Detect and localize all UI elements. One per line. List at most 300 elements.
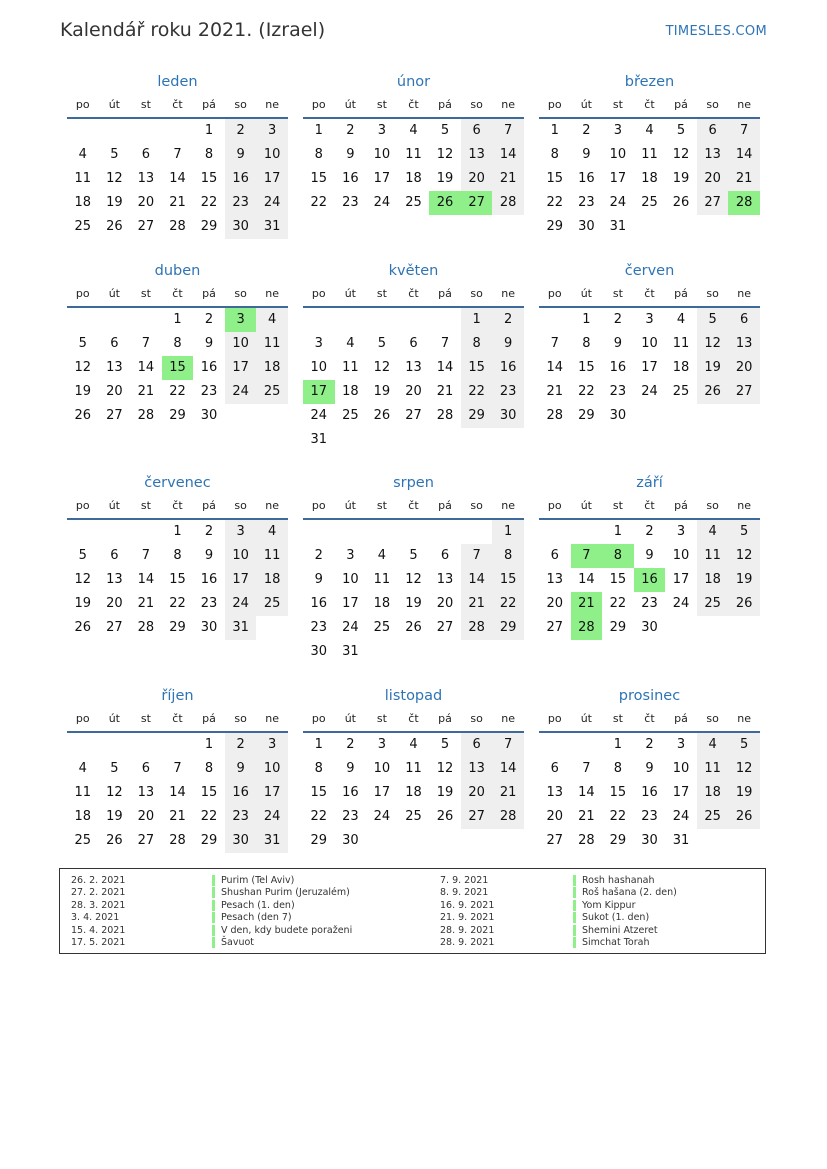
holiday-date: 15. 4. 2021 [71, 924, 126, 936]
holiday-day-cell: 27 [461, 191, 493, 215]
empty-cell [162, 119, 194, 143]
weekday-label: st [140, 712, 151, 725]
day-cell: 3 [676, 737, 686, 752]
day-cell: 15 [169, 572, 186, 587]
weekday-label: ne [265, 712, 280, 725]
weekday-label: st [376, 287, 387, 300]
day-cell: 21 [461, 592, 493, 616]
day-cell: 13 [106, 572, 123, 587]
holiday-day-cell: 7 [571, 544, 603, 568]
day-cell: 5 [409, 548, 418, 563]
day-cell: 25 [405, 809, 422, 824]
weekday-label: út [344, 98, 356, 111]
weekday-label: so [470, 712, 483, 725]
day-cell: 26 [405, 620, 422, 635]
day-cell: 12 [373, 360, 391, 375]
empty-cell [571, 520, 603, 544]
day-cell: 11 [672, 336, 690, 351]
weekday-label: pá [438, 499, 452, 512]
day-cell: 2 [645, 737, 654, 752]
day-grid [67, 119, 288, 239]
day-cell: 23 [342, 809, 359, 824]
day-cell: 20 [106, 384, 123, 399]
day-cell: 19 [728, 568, 760, 592]
day-cell: 24 [256, 805, 288, 829]
day-cell: 4 [697, 520, 729, 544]
day-cell: 21 [436, 384, 454, 399]
day-cell: 21 [492, 167, 524, 191]
day-cell: 13 [728, 332, 760, 356]
day-cell: 17 [672, 785, 690, 800]
month-block [67, 473, 288, 640]
day-cell: 19 [74, 384, 92, 399]
weekday-label: ne [501, 712, 516, 725]
day-cell: 14 [461, 568, 493, 592]
day-cell: 26 [672, 195, 690, 210]
holiday-name: Pesach (1. den) [212, 900, 295, 911]
day-cell: 27 [137, 219, 155, 234]
day-cell: 9 [645, 761, 654, 776]
weekday-header [539, 282, 760, 308]
day-cell: 18 [74, 195, 92, 210]
holiday-day-cell: 28 [571, 616, 603, 640]
day-cell: 8 [204, 147, 214, 162]
day-cell: 23 [200, 596, 218, 611]
weekday-label: so [706, 287, 719, 300]
day-cell: 12 [405, 572, 422, 587]
day-cell: 18 [641, 171, 658, 186]
weekday-label: so [234, 499, 247, 512]
day-cell: 13 [436, 572, 454, 587]
day-cell: 22 [609, 809, 627, 824]
day-cell: 10 [256, 757, 288, 781]
day-cell: 4 [78, 761, 87, 776]
day-cell: 28 [137, 408, 155, 423]
day-cell: 11 [405, 147, 422, 162]
month-name: září [636, 475, 663, 491]
day-cell: 5 [728, 520, 760, 544]
weekday-header [303, 282, 524, 308]
day-cell: 10 [672, 548, 690, 563]
day-cell: 8 [492, 544, 524, 568]
empty-cell [130, 119, 162, 143]
weekday-header [67, 494, 288, 520]
day-cell: 30 [641, 833, 658, 848]
day-cell: 3 [645, 312, 654, 327]
holiday-date: 8. 9. 2021 [440, 887, 489, 899]
day-cell: 30 [200, 620, 218, 635]
weekday-label: ne [501, 98, 516, 111]
day-cell: 23 [609, 384, 627, 399]
day-cell: 24 [672, 809, 690, 824]
holiday-day-cell: 16 [634, 568, 666, 592]
day-cell: 8 [314, 147, 323, 162]
weekday-label: so [706, 98, 719, 111]
month-block [539, 473, 760, 640]
day-cell: 12 [728, 757, 760, 781]
day-cell: 18 [697, 781, 729, 805]
day-cell: 22 [169, 384, 186, 399]
day-cell: 21 [578, 809, 595, 824]
weekday-header [67, 707, 288, 733]
day-cell: 4 [409, 123, 418, 138]
day-cell: 21 [728, 167, 760, 191]
day-cell: 18 [256, 568, 288, 592]
month-block [303, 261, 524, 452]
day-cell: 26 [373, 408, 391, 423]
day-cell: 6 [141, 761, 151, 776]
day-cell: 17 [641, 360, 658, 375]
day-cell: 16 [225, 781, 257, 805]
day-cell: 26 [436, 809, 454, 824]
holiday-name: Sukot (1. den) [573, 912, 649, 923]
month-block [67, 686, 288, 853]
day-cell: 14 [436, 360, 454, 375]
weekday-label: st [376, 98, 387, 111]
day-cell: 7 [141, 336, 151, 351]
day-cell: 1 [173, 524, 182, 539]
day-cell: 1 [492, 520, 524, 544]
day-cell: 30 [200, 408, 218, 423]
day-cell: 27 [405, 408, 422, 423]
day-cell: 25 [256, 592, 288, 616]
day-cell: 15 [609, 572, 627, 587]
site-link[interactable]: TIMESLES.COM [665, 24, 767, 39]
weekday-label: čt [644, 287, 655, 300]
day-cell: 19 [405, 596, 422, 611]
day-cell: 2 [225, 733, 257, 757]
weekday-label: so [470, 287, 483, 300]
day-cell: 2 [204, 312, 214, 327]
weekday-label: čt [408, 499, 419, 512]
empty-cell [67, 119, 99, 143]
month-block [539, 261, 760, 428]
holiday-date: 27. 2. 2021 [71, 887, 126, 899]
day-cell: 9 [225, 143, 257, 167]
day-cell: 19 [672, 171, 690, 186]
month-block [539, 686, 760, 853]
holiday-legend [59, 868, 766, 954]
day-cell: 20 [461, 781, 493, 805]
day-cell: 6 [461, 119, 493, 143]
weekday-label: st [140, 499, 151, 512]
day-cell: 14 [169, 785, 186, 800]
day-cell: 9 [225, 757, 257, 781]
weekday-label: so [470, 98, 483, 111]
weekday-label: pá [202, 712, 216, 725]
day-cell: 14 [169, 171, 186, 186]
day-cell: 7 [440, 336, 450, 351]
day-cell: 26 [697, 380, 729, 404]
weekday-label: út [580, 98, 592, 111]
day-cell: 13 [137, 171, 155, 186]
day-cell: 7 [461, 544, 493, 568]
weekday-label: st [140, 98, 151, 111]
day-cell: 16 [200, 572, 218, 587]
day-cell: 6 [728, 308, 760, 332]
weekday-label: čt [408, 712, 419, 725]
day-cell: 22 [200, 195, 218, 210]
day-cell: 20 [546, 809, 564, 824]
empty-cell [130, 733, 162, 757]
weekday-label: út [108, 712, 120, 725]
day-cell: 2 [613, 312, 623, 327]
day-cell: 1 [204, 123, 214, 138]
day-cell: 18 [697, 568, 729, 592]
day-cell: 14 [578, 572, 595, 587]
day-cell: 15 [492, 568, 524, 592]
day-cell: 31 [256, 215, 288, 239]
day-cell: 13 [697, 143, 729, 167]
weekday-label: po [75, 98, 90, 111]
day-cell: 15 [609, 785, 627, 800]
day-cell: 28 [492, 805, 524, 829]
weekday-label: po [547, 98, 562, 111]
day-cell: 23 [578, 195, 595, 210]
day-cell: 19 [106, 809, 123, 824]
day-cell: 4 [676, 312, 686, 327]
weekday-label: čt [644, 499, 655, 512]
day-cell: 24 [609, 195, 627, 210]
day-cell: 1 [314, 737, 323, 752]
day-cell: 6 [697, 119, 729, 143]
day-cell: 10 [225, 332, 257, 356]
day-cell: 13 [546, 572, 564, 587]
day-cell: 17 [342, 596, 359, 611]
holiday-date: 28. 9. 2021 [440, 924, 495, 936]
day-cell: 13 [546, 785, 564, 800]
month-block [303, 686, 524, 853]
day-cell: 10 [373, 147, 391, 162]
day-cell: 12 [436, 761, 454, 776]
empty-cell [429, 520, 461, 544]
day-cell: 6 [141, 147, 151, 162]
day-cell: 16 [342, 171, 359, 186]
holiday-date: 26. 2. 2021 [71, 875, 126, 886]
day-cell: 8 [613, 761, 623, 776]
day-cell: 21 [546, 384, 564, 399]
weekday-label: st [140, 287, 151, 300]
weekday-label: ne [737, 712, 752, 725]
day-cell: 5 [78, 548, 87, 563]
day-cell: 16 [492, 356, 524, 380]
weekday-label: po [547, 499, 562, 512]
day-cell: 28 [436, 408, 454, 423]
day-cell: 11 [697, 757, 729, 781]
day-cell: 17 [225, 568, 257, 592]
day-cell: 19 [373, 384, 391, 399]
empty-cell [99, 119, 131, 143]
day-cell: 14 [137, 572, 155, 587]
holiday-name: Shushan Purim (Jeruzalém) [212, 887, 350, 898]
day-cell: 26 [728, 805, 760, 829]
empty-cell [130, 308, 162, 332]
holiday-date: 28. 9. 2021 [440, 937, 495, 948]
day-cell: 30 [225, 215, 257, 239]
holiday-day-cell: 28 [728, 191, 760, 215]
day-cell: 5 [440, 123, 450, 138]
day-cell: 30 [578, 219, 595, 234]
day-cell: 26 [106, 219, 123, 234]
weekday-header [303, 707, 524, 733]
day-cell: 8 [550, 147, 559, 162]
day-cell: 27 [546, 620, 564, 635]
day-cell: 29 [169, 620, 186, 635]
page-title: Kalendář roku 2021. (Izrael) [60, 19, 326, 41]
day-cell: 18 [373, 596, 391, 611]
holiday-name: Simchat Torah [573, 937, 649, 948]
day-cell: 17 [256, 167, 288, 191]
day-cell: 3 [256, 119, 288, 143]
month-name: srpen [393, 475, 434, 491]
day-cell: 14 [492, 757, 524, 781]
day-cell: 25 [74, 219, 92, 234]
day-cell: 29 [609, 833, 627, 848]
weekday-label: ne [737, 98, 752, 111]
day-cell: 16 [641, 785, 658, 800]
weekday-label: so [234, 98, 247, 111]
day-cell: 22 [578, 384, 595, 399]
day-cell: 12 [74, 572, 92, 587]
day-cell: 27 [546, 833, 564, 848]
month-name: květen [388, 263, 439, 279]
day-cell: 25 [641, 195, 658, 210]
weekday-label: po [311, 287, 326, 300]
empty-cell [539, 308, 571, 332]
empty-cell [99, 733, 131, 757]
day-cell: 8 [173, 548, 182, 563]
weekday-label: pá [438, 287, 452, 300]
weekday-label: so [706, 712, 719, 725]
day-cell: 1 [613, 524, 623, 539]
day-cell: 18 [405, 785, 422, 800]
day-cell: 29 [609, 620, 627, 635]
day-cell: 15 [200, 785, 218, 800]
day-cell: 9 [204, 336, 214, 351]
day-cell: 27 [461, 805, 493, 829]
day-cell: 11 [697, 544, 729, 568]
day-cell: 26 [74, 408, 92, 423]
day-cell: 3 [613, 123, 623, 138]
day-cell: 28 [169, 219, 186, 234]
weekday-label: po [311, 499, 326, 512]
day-cell: 18 [405, 171, 422, 186]
day-cell: 22 [310, 195, 328, 210]
day-cell: 20 [137, 195, 155, 210]
day-cell: 9 [645, 548, 654, 563]
day-cell: 19 [697, 356, 729, 380]
day-cell: 23 [342, 195, 359, 210]
day-cell: 18 [342, 384, 359, 399]
day-cell: 2 [582, 123, 591, 138]
weekday-label: ne [501, 287, 516, 300]
weekday-label: po [547, 287, 562, 300]
day-grid [303, 308, 524, 452]
day-cell: 4 [409, 737, 418, 752]
day-cell: 19 [436, 171, 454, 186]
day-cell: 23 [641, 809, 658, 824]
day-cell: 20 [436, 596, 454, 611]
day-cell: 24 [672, 596, 690, 611]
day-cell: 7 [141, 548, 151, 563]
day-cell: 29 [578, 408, 595, 423]
empty-cell [67, 733, 99, 757]
day-cell: 23 [492, 380, 524, 404]
holiday-name: Pesach (den 7) [212, 912, 292, 923]
month-name: březen [624, 74, 675, 90]
weekday-label: st [612, 712, 623, 725]
day-cell: 20 [137, 809, 155, 824]
day-cell: 11 [641, 147, 658, 162]
month-name: únor [396, 74, 431, 90]
day-cell: 30 [609, 408, 627, 423]
day-cell: 29 [461, 404, 493, 428]
day-cell: 1 [550, 123, 559, 138]
day-cell: 21 [137, 384, 155, 399]
day-grid [67, 520, 288, 640]
weekday-label: pá [202, 499, 216, 512]
day-cell: 13 [461, 143, 493, 167]
weekday-header [539, 707, 760, 733]
day-cell: 12 [728, 544, 760, 568]
day-cell: 12 [106, 785, 123, 800]
weekday-label: so [470, 499, 483, 512]
day-cell: 5 [78, 336, 87, 351]
holiday-date: 21. 9. 2021 [440, 912, 495, 924]
day-cell: 1 [582, 312, 591, 327]
empty-cell [335, 520, 367, 544]
day-cell: 28 [169, 833, 186, 848]
holiday-date: 16. 9. 2021 [440, 899, 495, 911]
holiday-day-cell: 17 [303, 380, 335, 404]
day-cell: 29 [200, 219, 218, 234]
day-cell: 23 [200, 384, 218, 399]
weekday-label: pá [674, 712, 688, 725]
day-cell: 29 [200, 833, 218, 848]
day-cell: 27 [137, 833, 155, 848]
day-cell: 17 [256, 781, 288, 805]
day-grid [303, 520, 524, 664]
day-cell: 1 [173, 312, 182, 327]
day-cell: 2 [645, 524, 654, 539]
day-cell: 1 [204, 737, 214, 752]
day-cell: 21 [492, 781, 524, 805]
day-cell: 13 [137, 785, 155, 800]
day-cell: 11 [256, 332, 288, 356]
weekday-label: st [612, 98, 623, 111]
month-block [303, 473, 524, 664]
day-cell: 28 [137, 620, 155, 635]
month-block [67, 72, 288, 239]
holiday-day-cell: 21 [571, 592, 603, 616]
weekday-header [303, 93, 524, 119]
day-cell: 27 [106, 620, 123, 635]
weekday-label: st [376, 499, 387, 512]
day-cell: 3 [256, 733, 288, 757]
holiday-day-cell: 3 [225, 308, 257, 332]
day-cell: 25 [672, 384, 690, 399]
day-cell: 11 [74, 785, 92, 800]
empty-cell [162, 733, 194, 757]
empty-cell [335, 308, 367, 332]
day-cell: 21 [169, 195, 186, 210]
day-cell: 18 [672, 360, 690, 375]
weekday-label: po [75, 499, 90, 512]
weekday-label: ne [265, 98, 280, 111]
day-cell: 12 [436, 147, 454, 162]
empty-cell [398, 308, 430, 332]
month-name: leden [157, 74, 198, 90]
